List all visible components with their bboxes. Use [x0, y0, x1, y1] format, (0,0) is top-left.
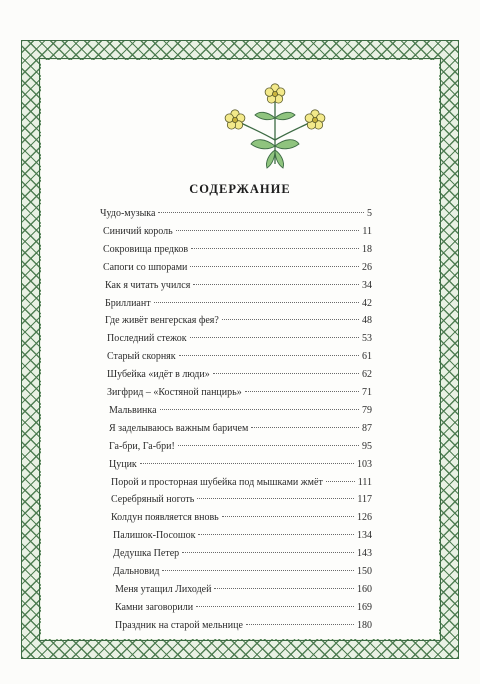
dot-leader — [197, 498, 354, 499]
toc-entry-title: Бриллиант — [105, 297, 151, 309]
toc-entry-title: Га-бри, Га-бри! — [109, 440, 175, 452]
toc-entry — [103, 225, 372, 241]
toc-entry-page: 42 — [362, 297, 372, 309]
dot-leader — [214, 588, 354, 589]
toc-entry-page: 169 — [357, 601, 372, 613]
toc-entry-title: Порой и просторная шубейка под мышками жмёт — [111, 476, 323, 488]
dot-leader — [160, 409, 359, 410]
dot-leader — [158, 212, 364, 213]
toc-entry — [105, 314, 372, 330]
dot-leader — [213, 373, 359, 374]
toc-entry — [109, 422, 372, 438]
toc-entry — [115, 601, 372, 617]
toc-entry — [111, 493, 372, 509]
toc-entry — [113, 529, 372, 545]
toc-entry-page: 11 — [362, 225, 372, 237]
dot-leader — [179, 355, 359, 356]
toc-entry-title: Палишок-Посошок — [113, 530, 196, 542]
toc-entry-title: Сапоги со шпорами — [103, 261, 188, 273]
toc-entry-page: 150 — [357, 566, 372, 577]
dot-leader — [176, 230, 360, 231]
toc-entry-page: 143 — [357, 548, 372, 560]
dot-leader — [190, 266, 359, 267]
toc-title: СОДЕРЖАНИЕ — [189, 182, 291, 196]
toc-entry-page: 126 — [357, 512, 372, 524]
toc-entry — [107, 386, 372, 402]
toc-entry-title: Чудо-музыка — [100, 208, 156, 219]
dot-leader — [191, 248, 359, 249]
toc-entry-title: Шубейка «идёт в люди» — [107, 369, 210, 381]
toc-entry — [103, 261, 372, 277]
toc-entry-page: 62 — [362, 369, 372, 381]
dot-leader — [196, 606, 354, 607]
dot-leader — [178, 445, 359, 446]
toc-entry-title: Последний стежок — [107, 333, 187, 345]
toc-entry-page: 48 — [362, 315, 372, 327]
page-content — [41, 60, 439, 639]
toc-entry-page: 180 — [357, 619, 372, 631]
toc-entry-page: 53 — [362, 333, 372, 345]
dot-leader — [193, 284, 359, 285]
toc-entry-title: Серебряный ноготь — [111, 494, 195, 506]
toc-entry — [105, 297, 372, 313]
flower-ornament-icon — [217, 78, 333, 170]
toc-entry — [109, 458, 372, 474]
toc-entry-title: Зигфрид – «Костяной панцирь» — [107, 387, 242, 398]
toc-entry — [109, 440, 372, 456]
dot-leader — [140, 463, 354, 464]
dot-leader — [222, 319, 359, 320]
toc-entry-page: 61 — [362, 351, 372, 363]
toc-entry-title: Колдун появляется вновь — [111, 512, 219, 524]
toc-entry — [115, 583, 372, 599]
toc-entry — [111, 511, 372, 527]
toc-entry-title: Камни заговорили — [115, 601, 194, 613]
toc-entry-title: Я заделываюсь важным баричем — [109, 422, 249, 434]
toc-entry-title: Дедушка Петер — [113, 548, 180, 560]
toc-entry-page: 34 — [362, 279, 372, 291]
toc-entry-title: Где живёт венгерская фея? — [105, 315, 219, 327]
toc-entry-title: Мальвинка — [109, 404, 157, 416]
toc-entry — [115, 619, 372, 635]
dot-leader — [198, 534, 354, 535]
toc-entry-page: 117 — [357, 494, 372, 506]
toc-entry-title: Синичий король — [103, 225, 173, 237]
toc-entry-page: 87 — [362, 422, 372, 434]
dot-leader — [326, 481, 355, 482]
toc-entry-title: Дальновид — [113, 566, 160, 577]
dot-leader — [245, 391, 359, 392]
toc-entry — [111, 476, 372, 492]
dot-leader — [222, 516, 354, 517]
toc-entry-page: 79 — [362, 404, 372, 416]
toc-entry-title: Как я читать учился — [105, 279, 191, 291]
toc-list — [41, 207, 439, 631]
toc-entry-page: 71 — [362, 387, 372, 398]
toc-entry-page: 95 — [362, 440, 372, 452]
toc-entry — [107, 368, 372, 384]
toc-entry-title: Сокровища предков — [103, 243, 189, 255]
toc-entry-page: 134 — [357, 530, 372, 542]
toc-entry — [105, 279, 372, 295]
toc-entry-title: Старый скорняк — [107, 351, 176, 363]
toc-entry — [113, 547, 372, 563]
dot-leader — [251, 427, 359, 428]
toc-entry-page: 160 — [357, 583, 372, 595]
toc-entry — [107, 350, 372, 366]
dot-leader — [162, 570, 354, 571]
toc-entry-title: Меня утащил Лиходей — [115, 583, 212, 595]
toc-entry-page: 18 — [362, 243, 372, 255]
dot-leader — [190, 337, 359, 338]
toc-entry-title: Цуцик — [109, 458, 137, 470]
dot-leader — [182, 552, 354, 553]
toc-entry — [113, 565, 372, 581]
dot-leader — [154, 302, 359, 303]
dot-leader — [246, 624, 354, 625]
toc-entry — [103, 243, 372, 259]
toc-entry-page: 26 — [362, 261, 372, 273]
toc-entry — [107, 332, 372, 348]
toc-entry — [100, 207, 372, 223]
toc-entry-page: 5 — [367, 208, 372, 219]
toc-entry — [109, 404, 372, 420]
toc-entry-page: 111 — [357, 476, 372, 488]
toc-entry-page: 103 — [357, 458, 372, 470]
toc-entry-title: Праздник на старой мельнице — [115, 619, 243, 631]
